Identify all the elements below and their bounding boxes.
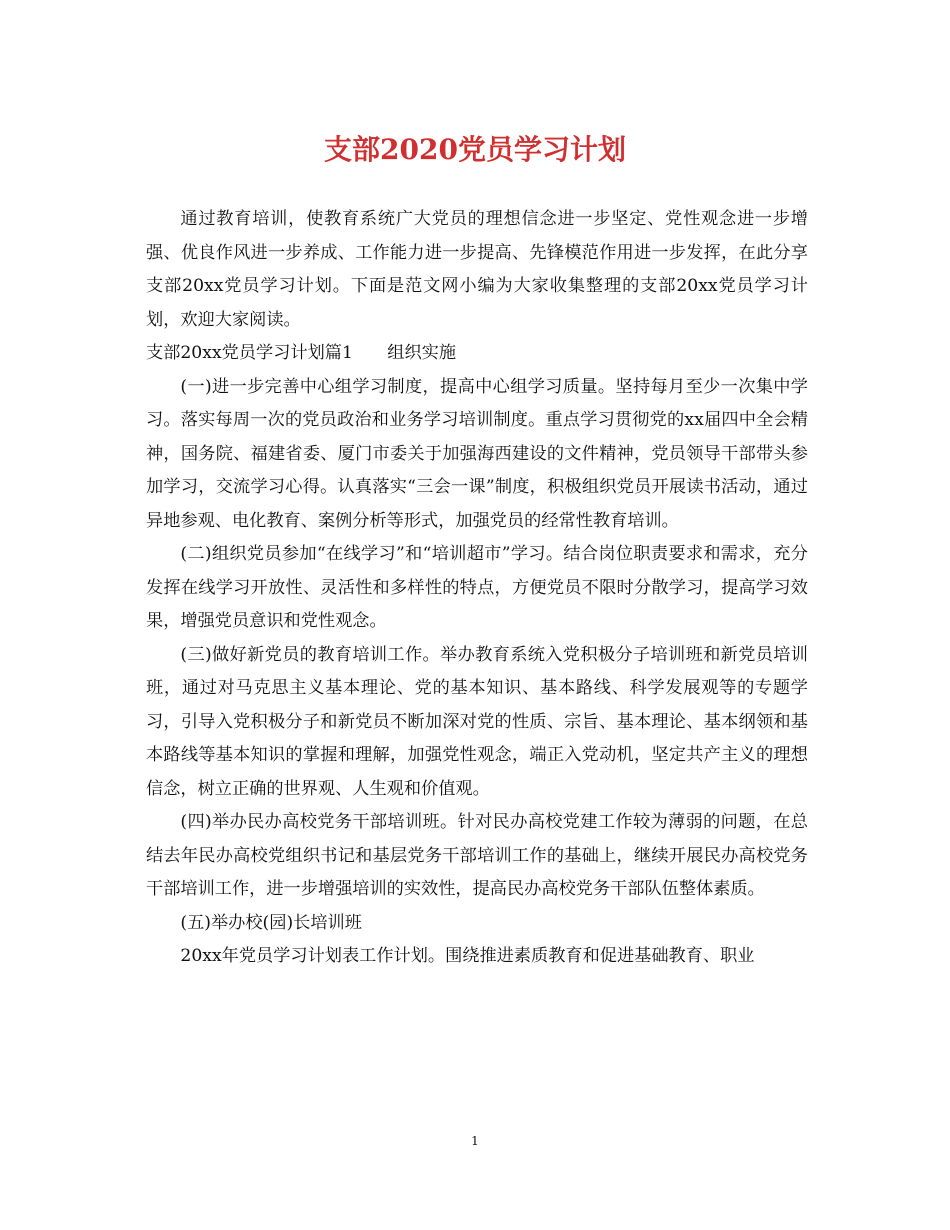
document-body <box>146 203 808 974</box>
page-number: 1 <box>471 1134 479 1148</box>
paragraph-3: (三)做好新党员的教育培训工作。举办教育系统入党积极分子培训班和新党员培训班，通过对马克思主义基本理论、党的基本知识、基本路线、科学发展观等的专题学习，引导入党积极分子和新党员不断加深对党的性质、宗旨、基本理论、基本纲领和基本路线等基本知识的掌握和理解，加强党性观念，端正入党动机，坚定共产主义的理想信念，树立正确的世界观、人生观和价值观。 <box>146 644 808 799</box>
paragraph-6: 20xx年党员学习计划表工作计划。围绕推进素质教育和促进基础教育、职业 <box>180 946 755 966</box>
paragraph-5: (五)举办校(园)长培训班 <box>180 912 362 933</box>
section-heading: 支部20xx党员学习计划篇1 组织实施 <box>146 343 457 363</box>
paragraph-1: (一)进一步完善中心组学习制度，提高中心组学习质量。坚持每月至少一次集中学习。落实每周一次的党员政治和业务学习培训制度。重点学习贯彻党的xx届四中全会精神，国务院、福建省委、厦门市委关于加强海西建设的文件精神，党员领导干部带头参加学习，交流学习心得。认真落实“三会一课”制度，积极组织党员开展读书活动，通过异地参观、电化教育、案例分析等形式，加强党员的经常性教育培训。 <box>146 376 808 531</box>
paragraph-4: (四)举办民办高校党务干部培训班。针对民办高校党建工作较为薄弱的问题，在总结去年民办高校党组织书记和基层党务干部培训工作的基础上，继续开展民办高校党务干部培训工作，进一步增强培训的实效性，提高民办高校党务干部队伍整体素质。 <box>146 812 808 899</box>
document-title: 支部2020党员学习计划 <box>324 133 626 166</box>
intro-paragraph: 通过教育培训，使教育系统广大党员的理想信念进一步坚定、党性观念进一步增强、优良作风进一步养成、工作能力进一步提高、先锋模范作用进一步发挥，在此分享支部20xx党员学习计划。下面是范文网小编为大家收集整理的支部20xx党员学习计划，欢迎大家阅读。 <box>146 209 808 330</box>
paragraph-2: (二)组织党员参加“在线学习”和“培训超市”学习。结合岗位职责要求和需求，充分发挥在线学习开放性、灵活性和多样性的特点，方便党员不限时分散学习，提高学习效果，增强党员意识和党性观念。 <box>146 544 808 631</box>
